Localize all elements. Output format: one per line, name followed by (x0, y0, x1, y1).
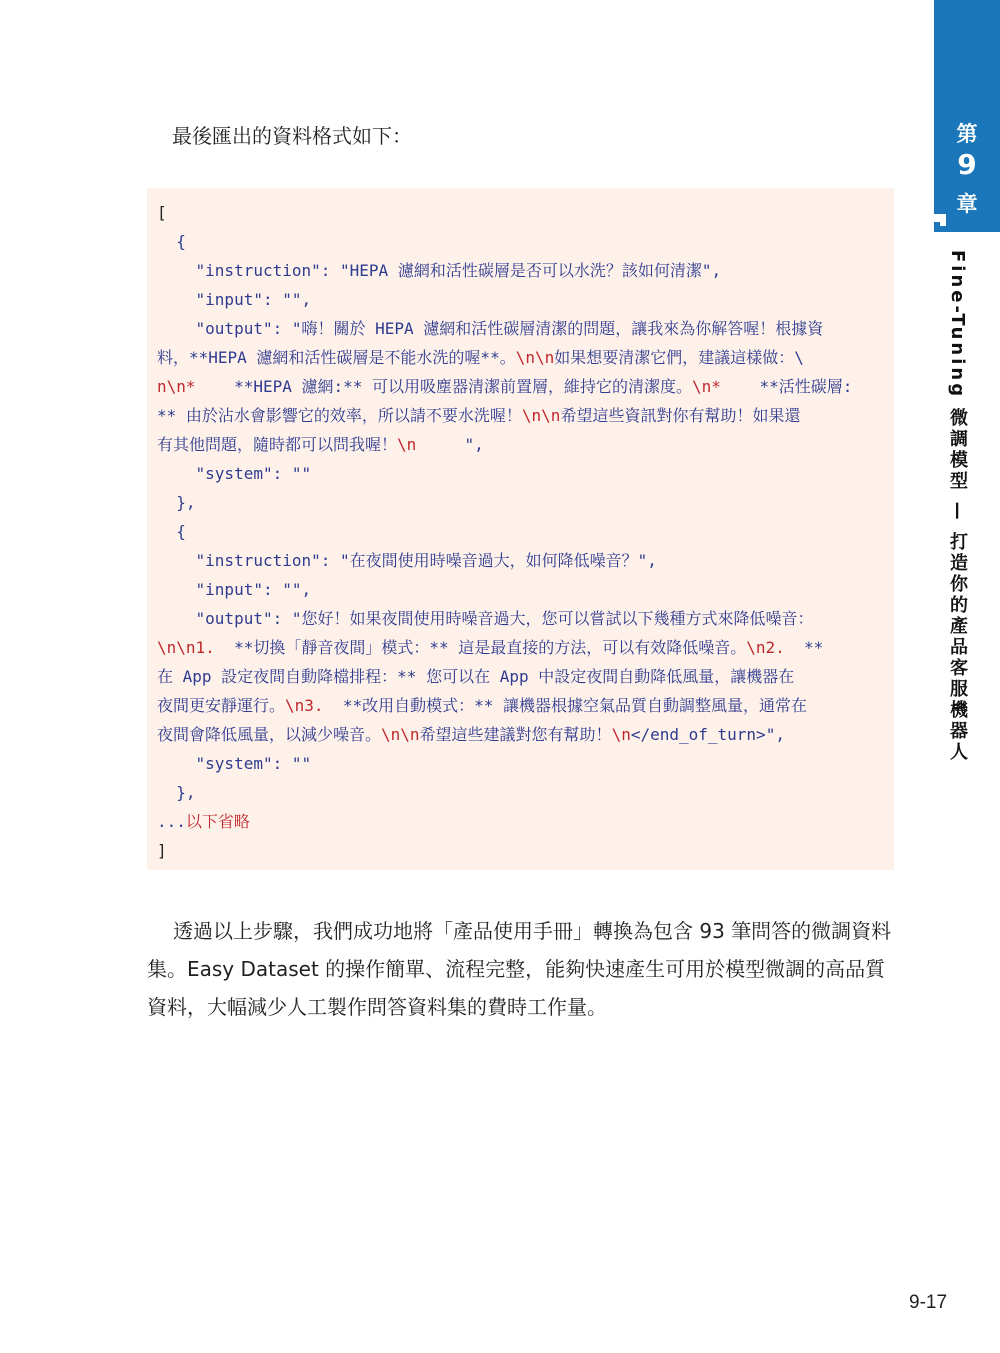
code-segment: ** (784, 638, 824, 657)
body-paragraph: 透過以上步驟，我們成功地將「產品使用手冊」轉換為包含 93 筆問答的微調資料集。Easy Dataset 的操作簡單、流程完整，能夠快速產生可用於模型微調的高品質資料，大幅減少人工製作問答資料集的費時工作量。 (147, 919, 892, 1019)
chapter-tab (934, 0, 1000, 232)
code-segment: }, (157, 493, 196, 512)
code-segment: "instruction": "在夜間使用時噪音過大，如何降低噪音？", (157, 551, 657, 570)
code-segment: ", (416, 435, 484, 454)
code-segment: **切換「靜音夜間」模式：** 這是最直接的方法，可以有效降低噪音。 (214, 638, 747, 657)
code-line (157, 749, 886, 778)
code-line (157, 227, 886, 256)
code-segment: 夜間更安靜運行。 (157, 696, 286, 715)
code-segment: "system": "" (157, 754, 312, 773)
code-escape-sequence: \n* (692, 377, 721, 396)
code-segment: "input": "", (157, 290, 312, 309)
code-segment: ** 由於沾水會影響它的效率，所以請不要水洗喔！ (157, 406, 522, 425)
code-line (157, 459, 886, 488)
body-text (147, 912, 897, 1026)
code-segment: **改用自動模式：** 讓機器根據空氣品質自動調整風量，通常在 (323, 696, 807, 715)
page-number: 9-17 (909, 1292, 948, 1313)
code-escape-sequence: \n\n (521, 406, 561, 425)
code-escape-sequence: \n2. (746, 638, 785, 657)
code-line (157, 691, 886, 720)
code-escape-sequence: \n\n (381, 725, 420, 744)
code-segment: **HEPA 濾網:** 可以用吸塵器清潔前置層，維持它的清潔度。 (195, 377, 693, 396)
code-segment: "output": "您好！如果夜間使用時噪音過大，您可以嘗試以下幾種方式來降低噪音： (157, 609, 814, 628)
code-lines (157, 198, 886, 865)
code-line (157, 662, 886, 691)
code-line (157, 488, 886, 517)
code-escape-sequence: \n (397, 435, 417, 454)
code-line (157, 604, 886, 633)
corner-notch-icon (934, 222, 940, 232)
code-line (157, 807, 886, 836)
code-segment: "system": "" (157, 464, 312, 483)
chapter-running-title: Fine-Tuning 微調模型 — 打造你的產品客服機器人 (947, 250, 968, 763)
code-segment: 料，**HEPA 濾網和活性碳層是不能水洗的喔**。 (157, 348, 516, 367)
code-segment: 有其他問題，隨時都可以問我喔！ (157, 435, 398, 454)
intro-text: 最後匯出的資料格式如下： (172, 124, 412, 148)
code-segment: </end_of_turn>", (630, 725, 785, 744)
code-segment: 夜間會降低風量，以減少噪音。 (157, 725, 382, 744)
code-line (157, 430, 886, 459)
code-segment: ] (157, 841, 167, 860)
code-segment: "output": "嗨！關於 HEPA 濾網和活性碳層清潔的問題，讓我來為你解答喔！根據資 (157, 319, 824, 338)
code-segment: 在 App 設定夜間自動降檔排程：** 您可以在 App 中設定夜間自動降低風量，讓機器在 (157, 667, 795, 686)
code-segment: "instruction": "HEPA 濾網和活性碳層是否可以水洗？該如何清潔", (157, 261, 722, 280)
code-segment: 希望這些建議對您有幫助！ (419, 725, 612, 744)
code-line (157, 343, 886, 372)
code-escape-sequence: n\n* (157, 377, 196, 396)
code-segment: { (157, 232, 186, 251)
code-line (157, 720, 886, 749)
code-block (147, 188, 894, 870)
code-line (157, 633, 886, 662)
chapter-number: 9 (957, 148, 977, 181)
code-segment: ... (157, 812, 186, 831)
code-segment: { (157, 522, 186, 541)
code-escape-sequence: \n3. (285, 696, 324, 715)
code-line (157, 198, 886, 227)
code-segment: [ (157, 203, 167, 222)
code-line (157, 778, 886, 807)
code-escape-sequence: \n\n1. (157, 638, 215, 657)
code-segment: }, (157, 783, 196, 802)
code-line (157, 314, 886, 343)
code-line (157, 256, 886, 285)
code-segment: 以下省略 (185, 812, 250, 831)
code-line (157, 401, 886, 430)
code-line (157, 836, 886, 865)
code-line (157, 372, 886, 401)
chapter-label-di: 第 (956, 122, 978, 146)
code-line (157, 546, 886, 575)
code-line (157, 575, 886, 604)
code-line (157, 285, 886, 314)
chapter-label-zhang: 章 (956, 192, 978, 216)
code-segment: 如果想要清潔它們，建議這樣做：\ (554, 348, 804, 367)
code-escape-sequence: \n (611, 725, 631, 744)
code-segment: **活性碳層: (720, 377, 853, 396)
code-segment: 希望這些資訊對你有幫助！如果還 (560, 406, 801, 425)
code-segment: "input": "", (157, 580, 312, 599)
code-escape-sequence: \n\n (515, 348, 555, 367)
code-line (157, 517, 886, 546)
